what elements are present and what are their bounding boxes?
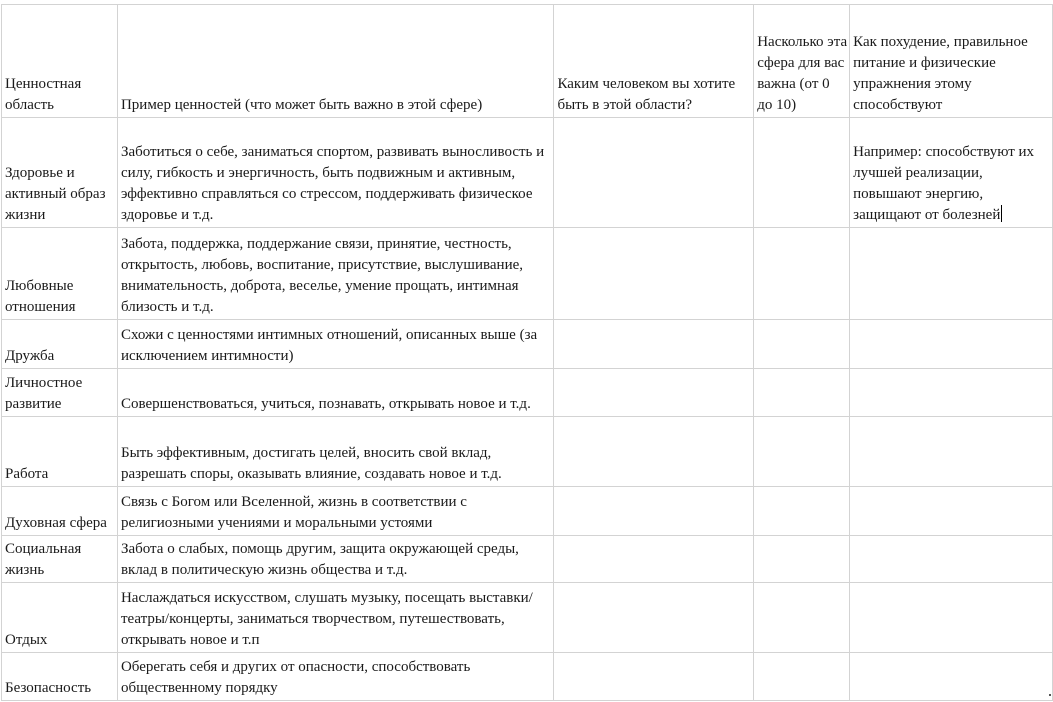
values-table <box>1 4 1053 701</box>
importance-cell[interactable] <box>754 320 850 369</box>
table-row <box>2 118 1053 228</box>
importance-cell[interactable] <box>754 536 850 583</box>
person-cell[interactable] <box>554 583 754 653</box>
examples-cell[interactable]: Заботиться о себе, заниматься спортом, развивать выносливость и силу, гибкость и энергичность, быть подвижным и активным, эффективно справляться со стрессом, поддерживать физическое здоровье и т.д. <box>117 118 553 228</box>
person-cell[interactable] <box>554 536 754 583</box>
examples-cell[interactable]: Наслаждаться искусством, слушать музыку, посещать выставки/театры/концерты, заниматься творчеством, путешествовать, открывать новое и т.п <box>117 583 553 653</box>
table-row <box>2 653 1053 701</box>
help-cell[interactable] <box>850 369 1053 417</box>
importance-cell[interactable] <box>754 583 850 653</box>
help-cell[interactable] <box>850 228 1053 320</box>
header-area-cell[interactable]: Ценностная область <box>2 5 118 118</box>
text-cursor <box>1001 205 1002 222</box>
importance-cell[interactable] <box>754 118 850 228</box>
person-cell[interactable] <box>554 118 754 228</box>
importance-cell[interactable] <box>754 417 850 487</box>
table-row <box>2 320 1053 369</box>
person-cell[interactable] <box>554 487 754 536</box>
area-cell[interactable]: Работа <box>2 417 118 487</box>
header-importance-cell[interactable]: Насколько эта сфера для вас важна (от 0 до 10) <box>754 5 850 118</box>
header-person-cell[interactable]: Каким человеком вы хотите быть в этой области? <box>554 5 754 118</box>
area-cell[interactable]: Социальная жизнь <box>2 536 118 583</box>
edge-marker <box>1049 694 1051 696</box>
help-cell[interactable] <box>850 653 1053 701</box>
examples-cell[interactable]: Оберегать себя и других от опасности, способствовать общественному порядку <box>117 653 553 701</box>
table-row <box>2 228 1053 320</box>
examples-cell[interactable]: Быть эффективным, достигать целей, вносить свой вклад, разрешать споры, оказывать влияние, создавать новое и т.д. <box>117 417 553 487</box>
area-cell[interactable]: Дружба <box>2 320 118 369</box>
table-row <box>2 583 1053 653</box>
area-cell[interactable]: Любовные отношения <box>2 228 118 320</box>
area-cell[interactable]: Духовная сфера <box>2 487 118 536</box>
header-help-cell[interactable]: Как похудение, правильное питание и физические упражнения этому способствуют <box>850 5 1053 118</box>
area-cell[interactable]: Здоровье и активный образ жизни <box>2 118 118 228</box>
help-cell-active[interactable] <box>850 118 1053 228</box>
help-cell[interactable] <box>850 583 1053 653</box>
help-cell[interactable] <box>850 417 1053 487</box>
importance-cell[interactable] <box>754 487 850 536</box>
person-cell[interactable] <box>554 417 754 487</box>
importance-cell[interactable] <box>754 228 850 320</box>
person-cell[interactable] <box>554 653 754 701</box>
area-cell[interactable]: Безопасность <box>2 653 118 701</box>
importance-cell[interactable] <box>754 653 850 701</box>
examples-cell[interactable]: Схожи с ценностями интимных отношений, описанных выше (за исключением интимности) <box>117 320 553 369</box>
table-row <box>2 487 1053 536</box>
area-cell[interactable]: Личностное развитие <box>2 369 118 417</box>
help-cell[interactable] <box>850 320 1053 369</box>
person-cell[interactable] <box>554 320 754 369</box>
examples-cell[interactable]: Связь с Богом или Вселенной, жизнь в соответствии с религиозными учениями и моральными устоями <box>117 487 553 536</box>
person-cell[interactable] <box>554 228 754 320</box>
help-cell-text: Например: способствуют их лучшей реализации, повышают энергию, защищают от болезней <box>853 144 1035 223</box>
header-row <box>2 5 1053 118</box>
table-row <box>2 536 1053 583</box>
examples-cell[interactable]: Забота, поддержка, поддержание связи, принятие, честность, открытость, любовь, воспитание, присутствие, выслушивание, внимательность, доброта, веселье, умение прощать, интимная близость и т.д. <box>117 228 553 320</box>
importance-cell[interactable] <box>754 369 850 417</box>
person-cell[interactable] <box>554 369 754 417</box>
examples-cell[interactable]: Совершенствоваться, учиться, познавать, открывать новое и т.д. <box>117 369 553 417</box>
help-cell[interactable] <box>850 536 1053 583</box>
table-row <box>2 417 1053 487</box>
examples-cell[interactable]: Забота о слабых, помощь другим, защита окружающей среды, вклад в политическую жизнь общества и т.д. <box>117 536 553 583</box>
header-examples-cell[interactable]: Пример ценностей (что может быть важно в этой сфере) <box>117 5 553 118</box>
table-row <box>2 369 1053 417</box>
area-cell[interactable]: Отдых <box>2 583 118 653</box>
help-cell[interactable] <box>850 487 1053 536</box>
